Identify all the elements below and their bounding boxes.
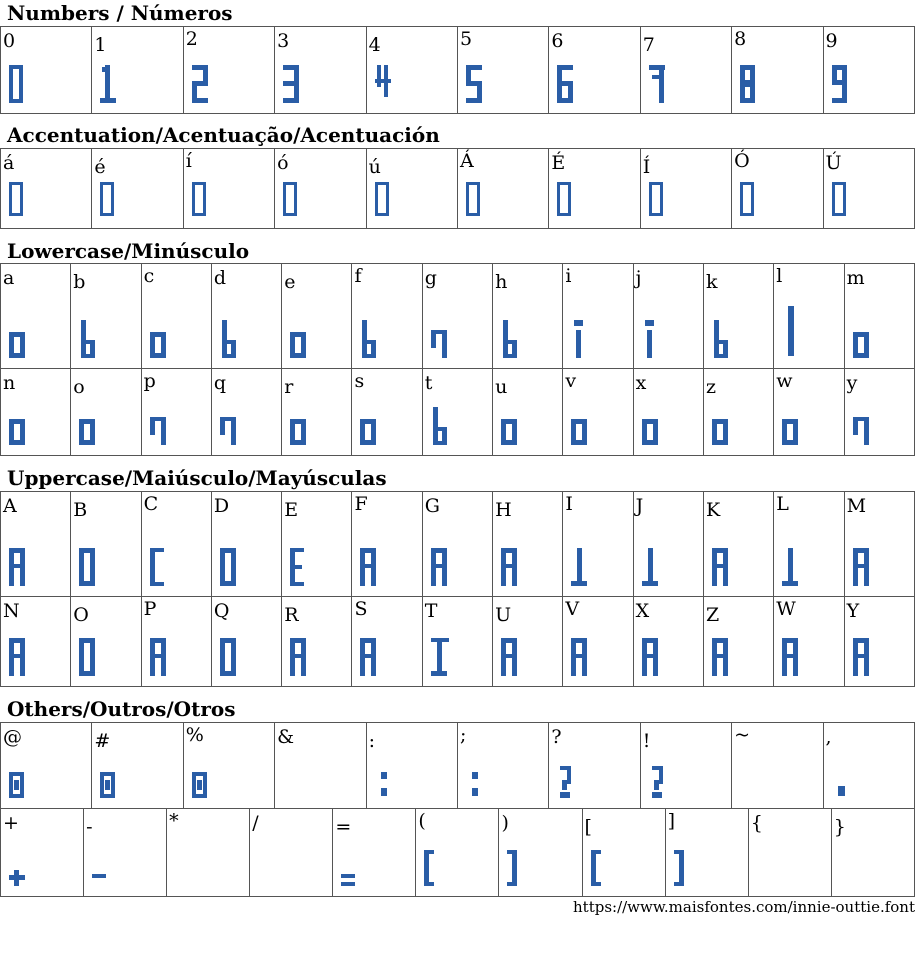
glyph-cell bbox=[141, 597, 211, 687]
glyph-label: = bbox=[335, 816, 352, 838]
glyph-cell bbox=[275, 723, 366, 809]
glyph-sample bbox=[220, 320, 238, 362]
glyph-cell bbox=[282, 492, 352, 597]
glyph-label: W bbox=[776, 598, 796, 620]
glyph-label: [ bbox=[584, 816, 592, 838]
glyph-sample bbox=[192, 768, 208, 802]
glyph-grid-row bbox=[0, 596, 915, 687]
glyph-cell bbox=[352, 264, 422, 369]
glyph-sample bbox=[832, 65, 850, 107]
glyph-cell bbox=[457, 27, 548, 114]
glyph-sample bbox=[375, 764, 393, 802]
glyph-label: í bbox=[185, 150, 192, 172]
glyph-label: F bbox=[354, 493, 368, 515]
glyph-label: 3 bbox=[277, 30, 290, 52]
glyph-label: @ bbox=[3, 726, 22, 748]
glyph-sample bbox=[591, 850, 603, 890]
glyph-label: B bbox=[73, 499, 88, 521]
glyph-label: o bbox=[73, 376, 85, 398]
glyph-cell bbox=[352, 369, 422, 456]
glyph-cell bbox=[640, 723, 731, 809]
glyph-cell bbox=[774, 369, 844, 456]
glyph-cell bbox=[1, 723, 92, 809]
glyph-cell bbox=[211, 369, 281, 456]
glyph-label: l bbox=[776, 265, 783, 287]
glyph-sample bbox=[79, 320, 97, 362]
glyph-cell bbox=[333, 809, 416, 897]
glyph-sample bbox=[375, 180, 393, 222]
glyph-sample bbox=[220, 638, 238, 680]
glyph-sample bbox=[9, 180, 27, 222]
glyph-label: é bbox=[94, 156, 106, 178]
glyph-cell bbox=[352, 492, 422, 597]
glyph-cell bbox=[633, 492, 703, 597]
glyph-label: x bbox=[635, 372, 647, 394]
glyph-label: n bbox=[3, 372, 16, 394]
glyph-label: i bbox=[565, 265, 572, 287]
glyph-grid-row bbox=[0, 368, 915, 456]
glyph-sample bbox=[674, 850, 686, 890]
glyph-cell bbox=[141, 492, 211, 597]
glyph-label: r bbox=[284, 376, 294, 398]
glyph-cell bbox=[549, 723, 640, 809]
glyph-cell bbox=[71, 492, 141, 597]
glyph-sample bbox=[100, 65, 118, 107]
glyph-sample bbox=[501, 407, 519, 449]
section-title: Uppercase/Maiúsculo/Mayúsculas bbox=[7, 466, 387, 490]
glyph-cell bbox=[703, 369, 773, 456]
glyph-label: 1 bbox=[94, 34, 107, 56]
glyph-label: N bbox=[3, 600, 20, 622]
glyph-cell bbox=[366, 149, 457, 229]
glyph-label: * bbox=[169, 810, 179, 832]
glyph-cell bbox=[92, 149, 183, 229]
glyph-cell bbox=[823, 27, 914, 114]
glyph-sample bbox=[501, 638, 519, 680]
glyph-sample bbox=[571, 548, 589, 590]
glyph-cell bbox=[774, 597, 844, 687]
glyph-sample bbox=[150, 638, 168, 680]
glyph-sample bbox=[360, 638, 378, 680]
glyph-label: A bbox=[3, 495, 17, 517]
glyph-label: { bbox=[750, 812, 763, 834]
glyph-sample bbox=[557, 180, 575, 222]
glyph-cell bbox=[499, 809, 582, 897]
glyph-sample bbox=[501, 548, 519, 590]
glyph-cell bbox=[582, 809, 665, 897]
glyph-label: v bbox=[565, 370, 577, 392]
glyph-sample bbox=[853, 407, 871, 449]
glyph-label: a bbox=[3, 267, 15, 289]
glyph-cell bbox=[563, 597, 633, 687]
glyph-sample bbox=[557, 65, 575, 107]
glyph-cell bbox=[640, 27, 731, 114]
glyph-cell bbox=[1, 27, 92, 114]
glyph-label: & bbox=[277, 726, 295, 748]
glyph-sample bbox=[79, 638, 97, 680]
glyph-label: H bbox=[495, 499, 512, 521]
glyph-cell bbox=[211, 492, 281, 597]
glyph-cell bbox=[1, 264, 71, 369]
glyph-sample bbox=[424, 850, 436, 890]
glyph-label: , bbox=[825, 726, 832, 748]
glyph-label: S bbox=[354, 598, 368, 620]
glyph-cell bbox=[422, 492, 492, 597]
glyph-sample bbox=[431, 320, 449, 362]
glyph-cell bbox=[71, 264, 141, 369]
glyph-sample bbox=[712, 638, 730, 680]
glyph-sample bbox=[832, 180, 850, 222]
glyph-label: R bbox=[284, 604, 299, 626]
glyph-cell bbox=[282, 369, 352, 456]
glyph-cell bbox=[167, 809, 250, 897]
glyph-label: 5 bbox=[459, 28, 473, 50]
glyph-label: k bbox=[705, 271, 718, 293]
glyph-cell bbox=[844, 264, 914, 369]
glyph-cell bbox=[422, 264, 492, 369]
glyph-cell bbox=[732, 149, 823, 229]
glyph-label: / bbox=[252, 812, 259, 834]
glyph-label: X bbox=[635, 600, 650, 622]
glyph-label: ? bbox=[551, 726, 562, 748]
glyph-grid-row bbox=[0, 808, 915, 897]
glyph-grid-row bbox=[0, 26, 915, 114]
glyph-cell bbox=[493, 492, 563, 597]
glyph-sample bbox=[507, 850, 519, 890]
glyph-label: Z bbox=[705, 604, 720, 626]
glyph-sample bbox=[501, 320, 519, 362]
glyph-cell bbox=[1, 369, 71, 456]
glyph-sample bbox=[150, 407, 168, 449]
glyph-cell bbox=[457, 149, 548, 229]
glyph-label: y bbox=[846, 372, 858, 394]
glyph-sample bbox=[341, 871, 357, 890]
glyph-cell bbox=[703, 597, 773, 687]
glyph-label: b bbox=[73, 271, 86, 293]
glyph-cell bbox=[1, 149, 92, 229]
glyph-cell bbox=[366, 723, 457, 809]
glyph-sample bbox=[642, 320, 660, 362]
glyph-label: % bbox=[185, 724, 204, 746]
glyph-cell bbox=[282, 597, 352, 687]
glyph-cell bbox=[732, 27, 823, 114]
glyph-label: t bbox=[424, 372, 433, 394]
glyph-label: 9 bbox=[825, 30, 838, 52]
glyph-sample bbox=[649, 180, 667, 222]
glyph-label: z bbox=[705, 376, 716, 398]
glyph-label: T bbox=[424, 600, 438, 622]
glyph-cell bbox=[640, 149, 731, 229]
glyph-sample bbox=[782, 638, 800, 680]
glyph-cell bbox=[1, 492, 71, 597]
glyph-sample bbox=[290, 320, 308, 362]
glyph-label: q bbox=[213, 372, 227, 394]
glyph-cell bbox=[84, 809, 167, 897]
glyph-label: s bbox=[354, 370, 365, 392]
glyph-sample bbox=[571, 407, 589, 449]
glyph-sample bbox=[649, 766, 665, 802]
glyph-label: Á bbox=[459, 150, 474, 172]
glyph-sample bbox=[192, 180, 210, 222]
glyph-sample bbox=[9, 320, 27, 362]
glyph-cell bbox=[211, 597, 281, 687]
glyph-cell bbox=[141, 264, 211, 369]
glyph-label: f bbox=[354, 265, 362, 287]
glyph-label: : bbox=[368, 730, 375, 752]
glyph-grid-row bbox=[0, 722, 915, 809]
glyph-cell bbox=[823, 149, 914, 229]
glyph-sample bbox=[571, 638, 589, 680]
glyph-sample bbox=[92, 871, 108, 890]
glyph-cell bbox=[549, 27, 640, 114]
glyph-cell bbox=[282, 264, 352, 369]
glyph-label: É bbox=[551, 152, 566, 174]
glyph-sample bbox=[853, 320, 871, 362]
glyph-sample bbox=[712, 407, 730, 449]
glyph-label: I bbox=[565, 493, 573, 515]
glyph-sample bbox=[220, 548, 238, 590]
glyph-sample bbox=[782, 548, 800, 590]
glyph-cell bbox=[422, 597, 492, 687]
glyph-label: 6 bbox=[551, 30, 564, 52]
glyph-sample bbox=[220, 407, 238, 449]
glyph-sample bbox=[466, 65, 484, 107]
glyph-label: ó bbox=[277, 152, 289, 174]
glyph-label: m bbox=[846, 267, 865, 289]
glyph-label: g bbox=[424, 267, 437, 289]
glyph-label: ! bbox=[642, 730, 651, 752]
glyph-cell bbox=[275, 149, 366, 229]
glyph-cell bbox=[141, 369, 211, 456]
glyph-label: - bbox=[86, 816, 93, 838]
glyph-sample bbox=[100, 768, 116, 802]
glyph-label: p bbox=[143, 370, 156, 392]
glyph-sample bbox=[290, 548, 308, 590]
glyph-label: 0 bbox=[3, 30, 16, 52]
glyph-sample bbox=[782, 306, 796, 362]
glyph-label: u bbox=[495, 376, 508, 398]
glyph-label: G bbox=[424, 495, 440, 517]
glyph-grid-row bbox=[0, 491, 915, 597]
glyph-cell bbox=[831, 809, 914, 897]
glyph-cell bbox=[703, 264, 773, 369]
glyph-sample bbox=[740, 65, 758, 107]
glyph-sample bbox=[290, 407, 308, 449]
glyph-cell bbox=[732, 723, 823, 809]
source-url[interactable]: https://www.maisfontes.com/innie-outtie.font bbox=[573, 898, 915, 916]
glyph-label: Q bbox=[213, 600, 230, 622]
glyph-sample bbox=[782, 407, 800, 449]
glyph-label: J bbox=[635, 495, 644, 517]
glyph-sample bbox=[100, 180, 118, 222]
glyph-sample bbox=[9, 65, 27, 107]
glyph-cell bbox=[275, 27, 366, 114]
glyph-cell bbox=[633, 264, 703, 369]
glyph-cell bbox=[823, 723, 914, 809]
glyph-cell bbox=[844, 369, 914, 456]
glyph-label: V bbox=[565, 598, 580, 620]
glyph-label: ú bbox=[368, 156, 381, 178]
glyph-sample bbox=[360, 320, 378, 362]
glyph-sample bbox=[192, 65, 210, 107]
glyph-cell bbox=[183, 27, 274, 114]
glyph-label: C bbox=[143, 493, 159, 515]
glyph-sample bbox=[642, 638, 660, 680]
glyph-sample bbox=[360, 548, 378, 590]
glyph-cell bbox=[211, 264, 281, 369]
glyph-cell bbox=[493, 369, 563, 456]
glyph-sample bbox=[431, 548, 449, 590]
glyph-sample bbox=[642, 407, 660, 449]
glyph-label: Y bbox=[846, 600, 860, 622]
glyph-cell bbox=[703, 492, 773, 597]
glyph-label: ] bbox=[667, 810, 676, 832]
glyph-sample bbox=[832, 783, 846, 802]
glyph-label: L bbox=[776, 493, 789, 515]
glyph-sample bbox=[712, 320, 730, 362]
glyph-sample bbox=[571, 320, 589, 362]
glyph-sample bbox=[853, 638, 871, 680]
glyph-sample bbox=[853, 548, 871, 590]
glyph-label: Í bbox=[642, 156, 651, 178]
glyph-label: # bbox=[94, 730, 111, 752]
glyph-label: Ú bbox=[825, 152, 842, 174]
glyph-cell bbox=[457, 723, 548, 809]
glyph-grid-row bbox=[0, 263, 915, 369]
glyph-cell bbox=[183, 149, 274, 229]
glyph-label: Ó bbox=[734, 150, 750, 172]
section-title: Numbers / Números bbox=[7, 1, 233, 25]
glyph-cell bbox=[92, 27, 183, 114]
glyph-cell bbox=[352, 597, 422, 687]
glyph-cell bbox=[748, 809, 831, 897]
glyph-label: 4 bbox=[368, 34, 381, 56]
glyph-cell bbox=[633, 369, 703, 456]
glyph-sample bbox=[290, 638, 308, 680]
glyph-label: + bbox=[3, 812, 19, 834]
glyph-cell bbox=[493, 264, 563, 369]
glyph-label: E bbox=[284, 499, 299, 521]
glyph-sample bbox=[9, 548, 27, 590]
glyph-sample bbox=[360, 407, 378, 449]
glyph-sample bbox=[9, 407, 27, 449]
glyph-cell bbox=[71, 369, 141, 456]
glyph-cell bbox=[71, 597, 141, 687]
glyph-cell bbox=[774, 264, 844, 369]
glyph-label: O bbox=[73, 604, 89, 626]
glyph-grid-row bbox=[0, 148, 915, 229]
glyph-cell bbox=[563, 264, 633, 369]
glyph-sample bbox=[642, 548, 660, 590]
glyph-cell bbox=[633, 597, 703, 687]
glyph-sample bbox=[79, 548, 97, 590]
glyph-sample bbox=[466, 764, 484, 802]
glyph-label: 8 bbox=[734, 28, 747, 50]
glyph-cell bbox=[844, 492, 914, 597]
glyph-sample bbox=[740, 180, 758, 222]
glyph-sample bbox=[9, 768, 25, 802]
glyph-sample bbox=[431, 407, 449, 449]
glyph-label: ( bbox=[418, 810, 426, 832]
glyph-cell bbox=[366, 27, 457, 114]
glyph-sample bbox=[557, 766, 573, 802]
glyph-cell bbox=[563, 492, 633, 597]
glyph-cell bbox=[422, 369, 492, 456]
glyph-label: d bbox=[213, 267, 227, 289]
glyph-cell bbox=[1, 809, 84, 897]
glyph-cell bbox=[549, 149, 640, 229]
glyph-label: 7 bbox=[642, 34, 655, 56]
glyph-label: D bbox=[213, 495, 230, 517]
glyph-sample bbox=[9, 870, 25, 890]
glyph-label: 2 bbox=[185, 28, 198, 50]
glyph-label: U bbox=[495, 604, 512, 626]
glyph-label: M bbox=[846, 495, 867, 517]
glyph-cell bbox=[774, 492, 844, 597]
glyph-label: c bbox=[143, 265, 155, 287]
glyph-label: P bbox=[143, 598, 157, 620]
glyph-label: ~ bbox=[734, 724, 751, 746]
glyph-cell bbox=[183, 723, 274, 809]
glyph-label: á bbox=[3, 152, 15, 174]
glyph-label: ) bbox=[501, 812, 509, 834]
glyph-cell bbox=[563, 369, 633, 456]
glyph-sample bbox=[150, 548, 168, 590]
glyph-label: w bbox=[776, 370, 793, 392]
glyph-cell bbox=[665, 809, 748, 897]
glyph-sample bbox=[712, 548, 730, 590]
glyph-cell bbox=[416, 809, 499, 897]
glyph-cell bbox=[844, 597, 914, 687]
section-title: Accentuation/Acentuação/Acentuación bbox=[7, 123, 440, 147]
glyph-sample bbox=[283, 180, 301, 222]
glyph-cell bbox=[493, 597, 563, 687]
glyph-label: j bbox=[635, 267, 642, 289]
glyph-sample bbox=[375, 65, 393, 107]
section-title: Others/Outros/Otros bbox=[7, 697, 236, 721]
glyph-label: } bbox=[833, 816, 846, 838]
glyph-cell bbox=[92, 723, 183, 809]
glyph-sample bbox=[283, 65, 301, 107]
glyph-sample bbox=[9, 638, 27, 680]
glyph-label: h bbox=[495, 271, 508, 293]
glyph-sample bbox=[431, 638, 449, 680]
glyph-label: K bbox=[705, 499, 721, 521]
section-title: Lowercase/Minúsculo bbox=[7, 239, 250, 263]
glyph-sample bbox=[649, 65, 667, 107]
glyph-sample bbox=[150, 320, 168, 362]
glyph-sample bbox=[79, 407, 97, 449]
glyph-cell bbox=[1, 597, 71, 687]
glyph-cell bbox=[250, 809, 333, 897]
glyph-sample bbox=[466, 180, 484, 222]
glyph-label: e bbox=[284, 271, 296, 293]
glyph-label: ; bbox=[459, 724, 467, 746]
